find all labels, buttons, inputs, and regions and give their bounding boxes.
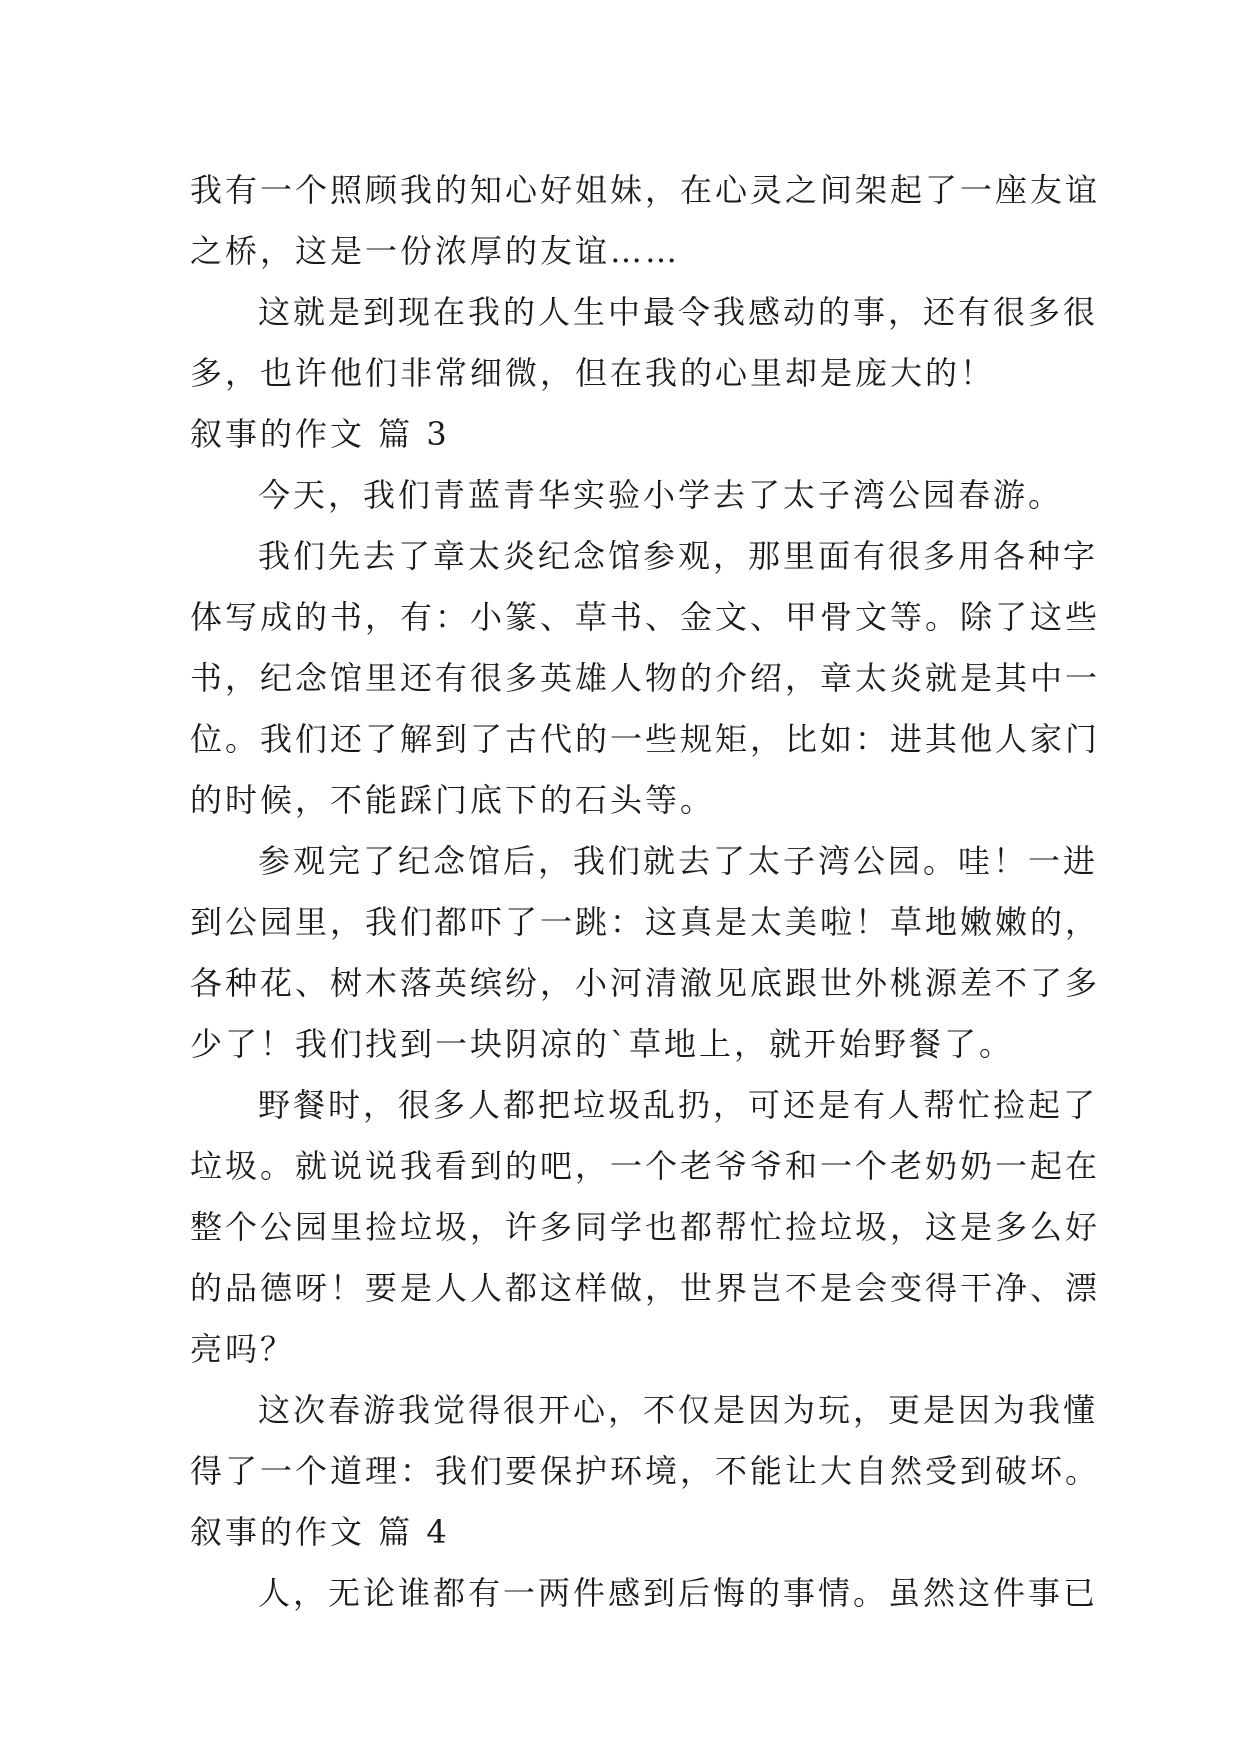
- text-line: 我有一个照顾我的知心好姐妹，在心灵之间架起了一座友谊: [190, 171, 1101, 209]
- paragraph-start-line: 参观完了纪念馆后，我们就去了太子湾公园。哇！一进: [258, 842, 1099, 880]
- text-line: 到公园里，我们都吓了一跳：这真是太美啦！草地嫩嫩的，: [190, 903, 1101, 941]
- paragraph-start-line: 今天，我们青蓝青华实验小学去了太子湾公园春游。: [258, 476, 1064, 514]
- text-line: 的时候，不能踩门底下的石头等。: [190, 781, 716, 819]
- paragraph-start-line: 野餐时，很多人都把垃圾乱扔，可还是有人帮忙捡起了: [258, 1086, 1099, 1124]
- text-line: 得了一个道理：我们要保护环境，不能让大自然受到破坏。: [190, 1452, 1101, 1490]
- paragraph-start-line: 这次春游我觉得很开心，不仅是因为玩，更是因为我懂: [258, 1391, 1099, 1429]
- text-line: 整个公园里捡垃圾，许多同学也都帮忙捡垃圾，这是多么好: [190, 1208, 1101, 1246]
- section-heading-4: 叙事的作文 篇 4: [190, 1513, 450, 1551]
- paragraph-start-line: 人，无论谁都有一两件感到后悔的事情。虽然这件事已: [258, 1574, 1099, 1612]
- section-heading-3: 叙事的作文 篇 3: [190, 415, 450, 453]
- text-line: 书，纪念馆里还有很多英雄人物的介绍，章太炎就是其中一: [190, 659, 1101, 697]
- text-line: 亮吗？: [190, 1330, 296, 1368]
- text-line: 的品德呀！要是人人都这样做，世界岂不是会变得干净、漂: [190, 1269, 1101, 1307]
- paragraph-start-line: 这就是到现在我的人生中最令我感动的事，还有很多很: [258, 293, 1099, 331]
- text-line: 位。我们还了解到了古代的一些规矩，比如：进其他人家门: [190, 720, 1101, 758]
- text-line: 多，也许他们非常细微，但在我的心里却是庞大的！: [190, 354, 996, 392]
- text-line: 垃圾。就说说我看到的吧，一个老爷爷和一个老奶奶一起在: [190, 1147, 1101, 1185]
- text-line: 体写成的书，有：小篆、草书、金文、甲骨文等。除了这些: [190, 598, 1101, 636]
- document-body: [190, 160, 1101, 1624]
- text-line: 之桥，这是一份浓厚的友谊……: [190, 232, 681, 270]
- text-line: 少了！我们找到一块阴凉的`草地上，就开始野餐了。: [190, 1025, 1015, 1063]
- text-line: 各种花、树木落英缤纷，小河清澈见底跟世外桃源差不了多: [190, 964, 1101, 1002]
- paragraph-start-line: 我们先去了章太炎纪念馆参观，那里面有很多用各种字: [258, 537, 1099, 575]
